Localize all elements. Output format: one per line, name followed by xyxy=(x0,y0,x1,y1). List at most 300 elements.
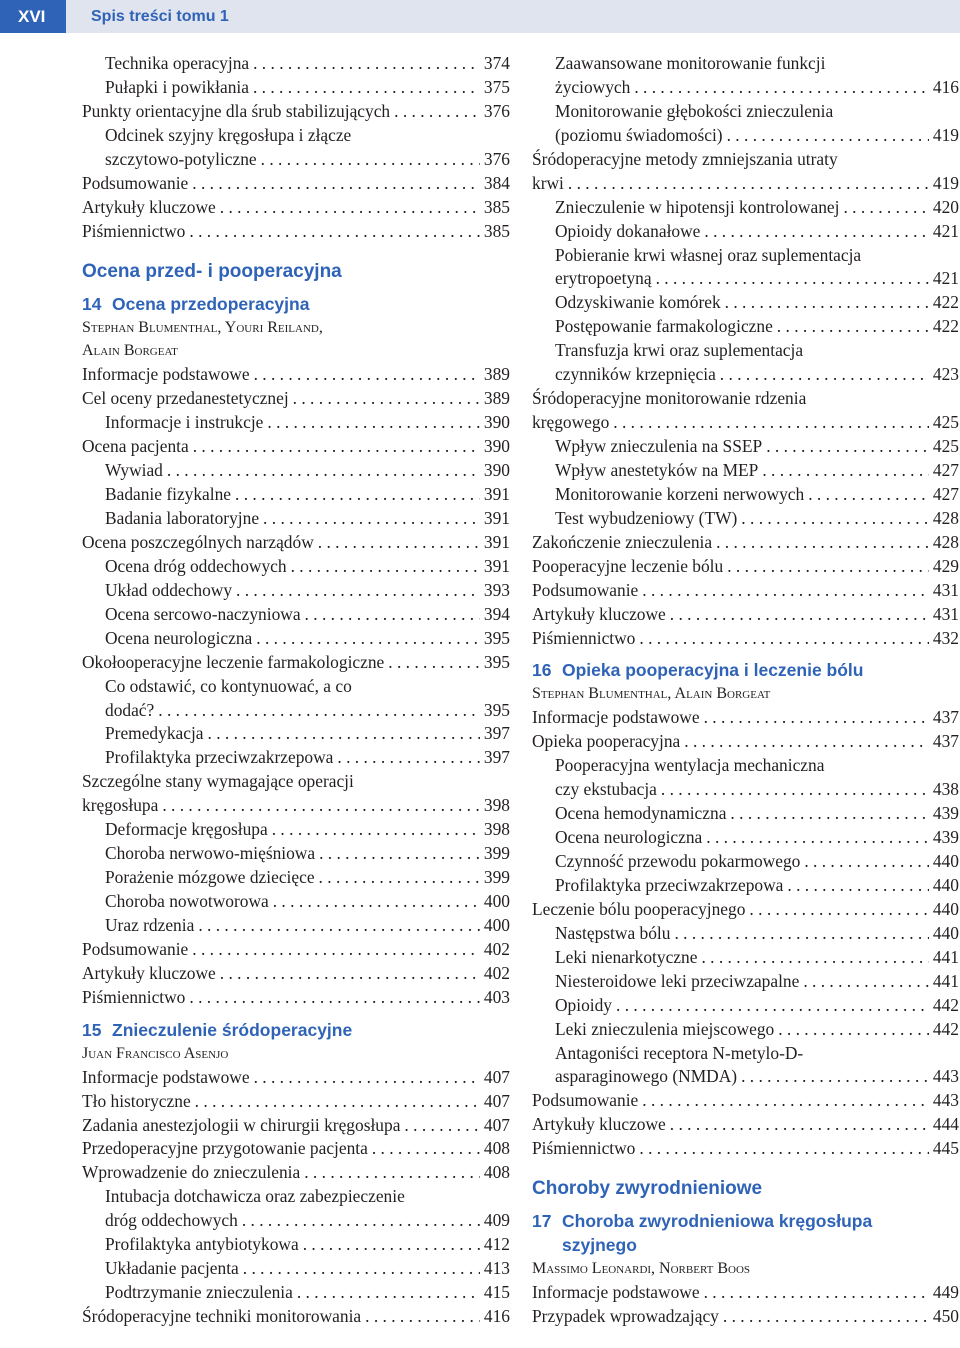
toc-entry-title: asparaginowego (NMDA) xyxy=(555,1066,738,1087)
dot-leader xyxy=(843,196,928,220)
toc-entry-title: Zadania anestezjologii w chirurgii kręgosłupa xyxy=(82,1114,401,1135)
toc-entry-page: 391 xyxy=(483,508,510,528)
toc-entry-page: 400 xyxy=(483,914,510,935)
toc-entry-page: 422 xyxy=(932,316,959,337)
toc-entry[interactable] xyxy=(532,922,959,946)
toc-entry[interactable] xyxy=(532,507,959,531)
toc-entry-page: 397 xyxy=(483,747,510,768)
toc-entry[interactable] xyxy=(82,100,510,124)
toc-entry[interactable] xyxy=(82,1114,510,1138)
toc-entry-page: 403 xyxy=(483,986,510,1007)
toc-entry[interactable] xyxy=(82,220,510,244)
toc-entry[interactable] xyxy=(532,1065,959,1089)
dot-leader xyxy=(720,363,929,387)
toc-entry-title: dróg oddechowych xyxy=(105,1210,238,1231)
toc-entry-page: 385 xyxy=(483,196,510,217)
toc-entry[interactable] xyxy=(532,291,959,315)
toc-entry[interactable] xyxy=(532,706,959,730)
chapter-authors: Alain Borgeat xyxy=(82,342,178,360)
toc-entry[interactable] xyxy=(532,994,959,1018)
toc-entry[interactable] xyxy=(82,1137,510,1161)
toc-entry-title: Ocena dróg oddechowych xyxy=(105,555,287,576)
toc-entry[interactable] xyxy=(532,874,959,898)
toc-entry[interactable] xyxy=(82,818,510,842)
toc-entry[interactable] xyxy=(532,627,959,651)
toc-entry[interactable] xyxy=(532,220,959,244)
toc-entry-page: 439 xyxy=(932,827,959,848)
toc-entry[interactable] xyxy=(532,172,959,196)
dot-leader xyxy=(263,507,480,531)
dot-leader xyxy=(634,76,929,100)
toc-entry-page: 425 xyxy=(932,436,959,456)
toc-entry-line: Odcinek szyjny kręgosłupa i złącze xyxy=(105,124,352,145)
toc-entry-line: Śródoperacyjne monitorowanie rdzenia xyxy=(532,388,807,409)
dot-leader xyxy=(193,435,480,459)
toc-entry-title: Cel oceny przedanestetycznej xyxy=(82,388,289,409)
chapter-authors: Stephan Blumenthal, Youri Reiland, xyxy=(82,318,323,336)
dot-leader xyxy=(261,148,480,172)
toc-entry-title: Układanie pacjenta xyxy=(105,1258,239,1279)
toc-entry[interactable] xyxy=(82,483,510,507)
dot-leader xyxy=(189,986,480,1010)
dot-leader xyxy=(167,459,480,483)
toc-entry-title: Piśmiennictwo xyxy=(82,220,186,241)
toc-entry-title: Piśmiennictwo xyxy=(532,1138,636,1159)
toc-entry-page: 437 xyxy=(932,731,959,752)
toc-entry-title: Informacje podstawowe xyxy=(82,364,250,385)
toc-entry-page: 445 xyxy=(932,1138,959,1159)
dot-leader xyxy=(208,722,480,746)
page-number: XVI xyxy=(0,0,66,33)
toc-entry[interactable] xyxy=(532,435,959,459)
toc-entry-title: Ocena poszczególnych narządów xyxy=(82,531,314,552)
dot-leader xyxy=(297,1281,480,1305)
toc-entry[interactable] xyxy=(82,1257,510,1281)
toc-entry-title: Monitorowanie korzeni nerwowych xyxy=(555,483,805,504)
toc-entry-title: Ocena hemodynamiczna xyxy=(555,803,727,824)
toc-entry-page: 408 xyxy=(483,1138,510,1159)
toc-entry-page: 376 xyxy=(483,100,510,121)
toc-entry-page: 413 xyxy=(483,1258,510,1279)
dot-leader xyxy=(319,866,480,890)
toc-entry-title: Artykuły kluczowe xyxy=(82,196,216,217)
dot-leader xyxy=(319,842,480,866)
toc-entry-page: 419 xyxy=(932,172,959,193)
dot-leader xyxy=(189,220,480,244)
toc-entry-title: Pułapki i powikłania xyxy=(105,76,249,97)
toc-entry[interactable] xyxy=(82,938,510,962)
dot-leader xyxy=(162,794,480,818)
dot-leader xyxy=(639,1137,929,1161)
toc-entry-title: Tło historyczne xyxy=(82,1090,191,1111)
toc-entry-page: 374 xyxy=(483,53,510,73)
dot-leader xyxy=(318,531,480,555)
toc-entry[interactable] xyxy=(532,531,959,555)
toc-entry[interactable] xyxy=(82,1209,510,1233)
toc-entry-title: Porażenie mózgowe dziecięce xyxy=(105,867,315,888)
dot-leader xyxy=(762,459,929,483)
toc-entry-page: 391 xyxy=(483,484,510,505)
toc-entry-page: 402 xyxy=(483,962,510,983)
toc-entry[interactable] xyxy=(82,842,510,866)
toc-entry[interactable] xyxy=(532,850,959,874)
toc-entry-page: 431 xyxy=(932,603,959,624)
toc-entry-page: 408 xyxy=(483,1162,510,1183)
chapter-title xyxy=(82,1018,510,1042)
toc-entry[interactable] xyxy=(82,76,510,100)
toc-entry-title: szczytowo-potyliczne xyxy=(105,148,257,169)
toc-entry[interactable] xyxy=(82,196,510,220)
dot-leader xyxy=(778,1018,929,1042)
toc-entry-title: Choroba nerwowo-mięśniowa xyxy=(105,843,316,864)
toc-entry-line: Zaawansowane monitorowanie funkcji xyxy=(555,53,826,73)
chapter-title-text: Ocena przedoperacyjna xyxy=(112,293,310,314)
toc-entry-title: Przedoperacyjne przygotowanie pacjenta xyxy=(82,1138,368,1159)
dot-leader xyxy=(267,411,480,435)
toc-entry-page: 385 xyxy=(483,220,510,241)
toc-entry[interactable] xyxy=(532,1137,959,1161)
dot-leader xyxy=(192,938,480,962)
toc-entry[interactable] xyxy=(82,699,510,723)
toc-entry-title: Uraz rdzenia xyxy=(105,914,195,935)
toc-entry-title: Podsumowanie xyxy=(532,1090,639,1111)
toc-entry[interactable] xyxy=(82,1233,510,1257)
toc-entry-page: 427 xyxy=(932,459,959,480)
toc-entry[interactable] xyxy=(82,1305,510,1329)
toc-entry-page: 399 xyxy=(483,843,510,864)
dot-leader xyxy=(639,627,929,651)
toc-entry-title: Ocena pacjenta xyxy=(82,436,189,457)
dot-leader xyxy=(684,730,929,754)
dot-leader xyxy=(235,483,480,507)
toc-entry-title: Piśmiennictwo xyxy=(82,986,186,1007)
toc-entry-page: 395 xyxy=(483,627,510,648)
toc-entry-title: Informacje podstawowe xyxy=(532,1282,700,1303)
toc-entry[interactable] xyxy=(82,459,510,483)
toc-entry-title: Układ oddechowy xyxy=(105,579,233,600)
toc-entry-page: 440 xyxy=(932,851,959,871)
toc-entry-title: krwi xyxy=(532,172,564,193)
toc-entry[interactable] xyxy=(82,866,510,890)
toc-entry-title: Badania laboratoryjne xyxy=(105,508,260,528)
toc-entry[interactable] xyxy=(82,746,510,770)
toc-entry[interactable] xyxy=(82,363,510,387)
toc-entry[interactable] xyxy=(532,730,959,754)
toc-entry[interactable] xyxy=(82,507,510,531)
toc-entry-title: Podsumowanie xyxy=(82,938,189,959)
toc-entry-title: Wpływ znieczulenia na SSEP xyxy=(555,436,763,456)
toc-entry[interactable] xyxy=(532,124,959,148)
dot-leader xyxy=(777,315,929,339)
dot-leader xyxy=(388,651,480,675)
toc-entry[interactable] xyxy=(82,1281,510,1305)
toc-entry-title: Leki nienarkotyczne xyxy=(555,946,698,967)
toc-entry[interactable] xyxy=(82,986,510,1010)
toc-entry-page: 407 xyxy=(483,1114,510,1135)
dot-leader xyxy=(220,962,480,986)
dot-leader xyxy=(749,898,928,922)
toc-entry[interactable] xyxy=(532,1018,959,1042)
chapter-title xyxy=(82,292,510,316)
toc-column-right xyxy=(532,52,959,1329)
toc-entry-page: 441 xyxy=(932,946,959,967)
toc-entry[interactable] xyxy=(82,1161,510,1185)
dot-leader xyxy=(727,555,929,579)
dot-leader xyxy=(394,100,480,124)
chapter-title xyxy=(532,1233,959,1257)
toc-entry[interactable] xyxy=(532,1305,959,1329)
toc-entry[interactable] xyxy=(82,148,510,172)
toc-entry[interactable] xyxy=(82,411,510,435)
section-heading: Ocena przed- i pooperacyjna xyxy=(82,260,342,282)
toc-entry-title: Ocena sercowo-naczyniowa xyxy=(105,603,301,624)
dot-leader xyxy=(305,603,480,627)
toc-entry-title: Informacje podstawowe xyxy=(532,707,700,728)
toc-entry-page: 415 xyxy=(483,1282,510,1303)
dot-leader xyxy=(253,76,480,100)
dot-leader xyxy=(254,363,480,387)
toc-entry-title: Punkty orientacyjne dla śrub stabilizujących xyxy=(82,100,391,121)
toc-entry-page: 421 xyxy=(932,220,959,241)
dot-leader xyxy=(670,603,929,627)
dot-leader xyxy=(337,746,480,770)
toc-entry-title: Ocena neurologiczna xyxy=(555,827,703,848)
chapter-title-text: Opieka pooperacyjna i leczenie bólu xyxy=(562,660,864,681)
toc-entry-page: 428 xyxy=(932,507,959,528)
toc-entry-line: Śródoperacyjne metody zmniejszania utraty xyxy=(532,148,838,169)
toc-entry[interactable] xyxy=(532,970,959,994)
dot-leader xyxy=(766,435,929,459)
toc-entry-page: 432 xyxy=(932,627,959,648)
toc-entry-page: 407 xyxy=(483,1090,510,1111)
toc-entry[interactable] xyxy=(82,387,510,411)
toc-entry-page: 428 xyxy=(932,531,959,552)
toc-entry-page: 438 xyxy=(932,779,959,800)
chapter-authors: Stephan Blumenthal, Alain Borgeat xyxy=(532,685,771,703)
toc-entry[interactable] xyxy=(532,1089,959,1113)
toc-entry-page: 442 xyxy=(932,994,959,1015)
toc-entry-page: 437 xyxy=(932,707,959,728)
toc-entry[interactable] xyxy=(532,483,959,507)
toc-entry-page: 394 xyxy=(483,603,510,624)
toc-entry[interactable] xyxy=(82,1066,510,1090)
toc-entry[interactable] xyxy=(82,531,510,555)
dot-leader xyxy=(372,1137,480,1161)
toc-entry-page: 443 xyxy=(932,1090,959,1111)
dot-leader xyxy=(304,1161,480,1185)
toc-entry-line: Intubacja dotchawicza oraz zabezpieczenie xyxy=(105,1186,405,1207)
toc-entry[interactable] xyxy=(532,267,959,291)
toc-entry[interactable] xyxy=(532,1281,959,1305)
toc-entry-page: 399 xyxy=(483,867,510,888)
page-header xyxy=(0,0,960,33)
toc-entry-page: 407 xyxy=(483,1066,510,1087)
toc-entry[interactable] xyxy=(532,363,959,387)
toc-entry-page: 375 xyxy=(483,76,510,97)
toc-entry-page: 440 xyxy=(932,922,959,943)
toc-entry-title: Znieczulenie w hipotensji kontrolowanej xyxy=(555,196,840,217)
chapter-number: 16 xyxy=(532,660,552,681)
toc-entry[interactable] xyxy=(82,794,510,818)
toc-entry[interactable] xyxy=(532,826,959,850)
toc-entry-title: Badanie fizykalne xyxy=(105,484,232,505)
toc-entry-page: 412 xyxy=(483,1234,510,1255)
toc-entry[interactable] xyxy=(532,315,959,339)
toc-entry-page: 400 xyxy=(483,891,510,911)
toc-entry-title: Postępowanie farmakologiczne xyxy=(555,316,773,337)
toc-entry[interactable] xyxy=(532,579,959,603)
toc-entry-page: 429 xyxy=(932,555,959,576)
dot-leader xyxy=(723,1305,929,1329)
toc-entry[interactable] xyxy=(82,914,510,938)
toc-entry[interactable] xyxy=(82,435,510,459)
dot-leader xyxy=(701,946,928,970)
toc-entry-line: Co odstawić, co kontynuować, a co xyxy=(105,675,352,696)
toc-entry[interactable] xyxy=(82,1090,510,1114)
toc-entry[interactable] xyxy=(532,76,959,100)
toc-entry-page: 449 xyxy=(932,1282,959,1303)
toc-entry-line: Monitorowanie głębokości znieczulenia xyxy=(555,100,834,121)
toc-entry[interactable] xyxy=(532,196,959,220)
dot-leader xyxy=(704,1281,929,1305)
toc-entry[interactable] xyxy=(82,627,510,651)
dot-leader xyxy=(253,52,480,76)
dot-leader xyxy=(642,1089,929,1113)
toc-entry-page: 431 xyxy=(932,579,959,600)
toc-entry-page: 397 xyxy=(483,723,510,744)
toc-entry[interactable] xyxy=(82,890,510,914)
chapter-title xyxy=(532,1209,959,1233)
dot-leader xyxy=(656,267,929,291)
toc-entry[interactable] xyxy=(532,1113,959,1137)
dot-leader xyxy=(195,1090,480,1114)
toc-entry-title: Deformacje kręgosłupa xyxy=(105,819,268,840)
toc-entry-title: życiowych xyxy=(555,76,631,97)
dot-leader xyxy=(613,411,929,435)
toc-entry-title: Leczenie bólu pooperacyjnego xyxy=(532,898,746,919)
toc-entry-page: 440 xyxy=(932,874,959,895)
dot-leader xyxy=(730,802,928,826)
dot-leader xyxy=(642,579,929,603)
toc-entry-page: 376 xyxy=(483,148,510,169)
dot-leader xyxy=(741,1065,929,1089)
toc-entry-page: 420 xyxy=(932,196,959,217)
toc-entry-page: 416 xyxy=(932,76,959,97)
toc-entry-page: 395 xyxy=(483,651,510,672)
dot-leader xyxy=(704,220,929,244)
toc-column-left xyxy=(82,52,510,1329)
dot-leader xyxy=(804,850,929,874)
toc-entry-page: 450 xyxy=(932,1306,959,1327)
toc-entry-page: 398 xyxy=(483,819,510,840)
toc-entry-title: Profilaktyka przeciwzakrzepowa xyxy=(555,874,784,895)
toc-entry-page: 390 xyxy=(483,412,510,433)
dot-leader xyxy=(158,699,480,723)
toc-entry-page: 422 xyxy=(932,292,959,313)
toc-entry-page: 427 xyxy=(932,483,959,504)
toc-entry[interactable] xyxy=(532,946,959,970)
toc-entry-title: Wpływ anestetyków na MEP xyxy=(555,459,759,480)
toc-entry-page: 391 xyxy=(483,531,510,552)
toc-entry-title: (poziomu świadomości) xyxy=(555,124,723,145)
dot-leader xyxy=(674,922,928,946)
chapter-title xyxy=(532,658,959,682)
toc-entry-page: 444 xyxy=(932,1114,959,1135)
toc-entry-page: 402 xyxy=(483,938,510,959)
toc-entry-title: Profilaktyka przeciwzakrzepowa xyxy=(105,747,334,768)
dot-leader xyxy=(254,1066,480,1090)
dot-leader xyxy=(365,1305,480,1329)
toc-entry-title: Artykuły kluczowe xyxy=(82,962,216,983)
toc-entry-title: Artykuły kluczowe xyxy=(532,1114,666,1135)
dot-leader xyxy=(293,387,480,411)
toc-entry-page: 393 xyxy=(483,579,510,600)
dot-leader xyxy=(803,970,929,994)
toc-entry-title: Czynność przewodu pokarmowego xyxy=(555,851,801,871)
toc-entry[interactable] xyxy=(82,52,510,76)
toc-entry-page: 398 xyxy=(483,795,510,816)
toc-entry-title: czy ekstubacja xyxy=(555,779,657,800)
chapter-title-text: Choroba zwyrodnieniowa kręgosłupa xyxy=(562,1211,873,1232)
dot-leader xyxy=(741,507,929,531)
toc-entry-page: 390 xyxy=(483,460,510,481)
toc-entry[interactable] xyxy=(82,603,510,627)
toc-entry[interactable] xyxy=(532,802,959,826)
toc-entry-page: 390 xyxy=(483,436,510,457)
toc-entry-title: Piśmiennictwo xyxy=(532,627,636,648)
toc-entry[interactable] xyxy=(532,555,959,579)
toc-entry-title: Choroba nowotworowa xyxy=(105,891,269,911)
toc-entry[interactable] xyxy=(532,898,959,922)
toc-entry[interactable] xyxy=(82,172,510,196)
chapter-number: 15 xyxy=(82,1019,102,1040)
toc-entry-line: Pooperacyjna wentylacja mechaniczna xyxy=(555,755,825,776)
toc-entry-title: Wywiad xyxy=(105,460,163,481)
toc-entry-line: Transfuzja krwi oraz suplementacja xyxy=(555,340,804,361)
toc-entry-title: erytropoetyną xyxy=(555,268,652,289)
running-title: Spis treści tomu 1 xyxy=(66,0,960,33)
toc-entry[interactable] xyxy=(82,651,510,675)
dot-leader xyxy=(661,778,929,802)
toc-entry-title: Informacje podstawowe xyxy=(82,1066,250,1087)
section-heading: Choroby zwyrodnieniowe xyxy=(532,1178,763,1200)
toc-entry[interactable] xyxy=(82,962,510,986)
toc-entry-title: Śródoperacyjne techniki monitorowania xyxy=(82,1306,362,1326)
toc-entry-page: 421 xyxy=(932,268,959,289)
toc-entry-page: 389 xyxy=(483,388,510,409)
toc-entry[interactable] xyxy=(82,579,510,603)
toc-entry-page: 391 xyxy=(483,555,510,576)
toc-entry-title: Podsumowanie xyxy=(532,579,639,600)
toc-entry[interactable] xyxy=(82,555,510,579)
toc-entry[interactable] xyxy=(532,778,959,802)
toc-entry-title: Następstwa bólu xyxy=(555,922,671,943)
chapter-authors: Juan Francisco Asenjo xyxy=(82,1044,229,1062)
toc-entry-page: 443 xyxy=(932,1066,959,1087)
toc-entry-title: Podtrzymanie znieczulenia xyxy=(105,1282,293,1303)
toc-entry[interactable] xyxy=(532,459,959,483)
dot-leader xyxy=(568,172,929,196)
toc-entry-title: kręgosłupa xyxy=(82,795,159,816)
toc-entry-title: Zakończenie znieczulenia xyxy=(532,531,713,552)
toc-entry-title: Wprowadzenie do znieczulenia xyxy=(82,1162,301,1183)
toc-entry[interactable] xyxy=(532,603,959,627)
toc-entry-title: Ocena neurologiczna xyxy=(105,627,253,648)
toc-entry[interactable] xyxy=(82,722,510,746)
dot-leader xyxy=(220,196,480,220)
toc-entry[interactable] xyxy=(532,411,959,435)
toc-entry-page: 440 xyxy=(932,898,959,919)
